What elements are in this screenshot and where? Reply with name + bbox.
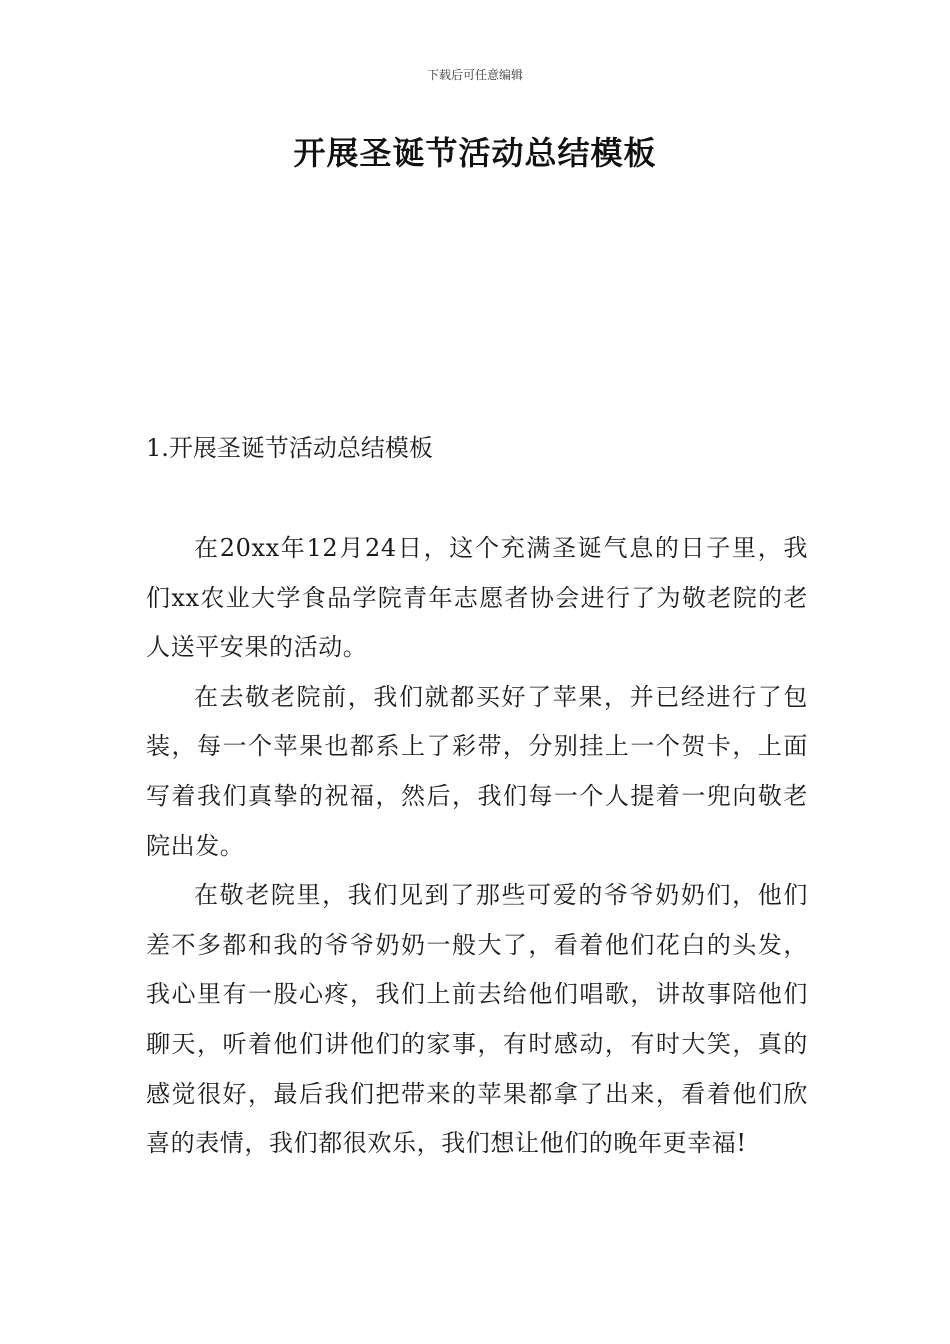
paragraph-3: 在敬老院里，我们见到了那些可爱的爷爷奶奶们，他们差不多都和我的爷爷奶奶一般大了，看着他们花白的头发，我心里有一股心疼，我们上前去给他们唱歌，讲故事陪他们聊天，听着他们讲他们的家事，有时感动，有时大笑，真的感觉很好，最后我们把带来的苹果都拿了出来，看着他们欣喜的表情，我们都很欢乐，我们想让他们的晚年更幸福!: [146, 881, 808, 1158]
body-text: [146, 524, 808, 1169]
paragraph-1: 在20xx年12月24日，这个充满圣诞气息的日子里，我们xx农业大学食品学院青年志愿者协会进行了为敬老院的老人送平安果的活动。: [146, 534, 808, 662]
header-note: 下载后可任意编辑: [426, 68, 523, 82]
section-heading: 1.开展圣诞节活动总结模板: [146, 434, 433, 462]
document-title: 开展圣诞节活动总结模板: [293, 134, 657, 172]
paragraph-2: 在去敬老院前，我们就都买好了苹果，并已经进行了包装，每一个苹果也都系上了彩带，分别挂上一个贺卡，上面写着我们真挚的祝福，然后，我们每一个人提着一兜向敬老院出发。: [146, 682, 808, 860]
